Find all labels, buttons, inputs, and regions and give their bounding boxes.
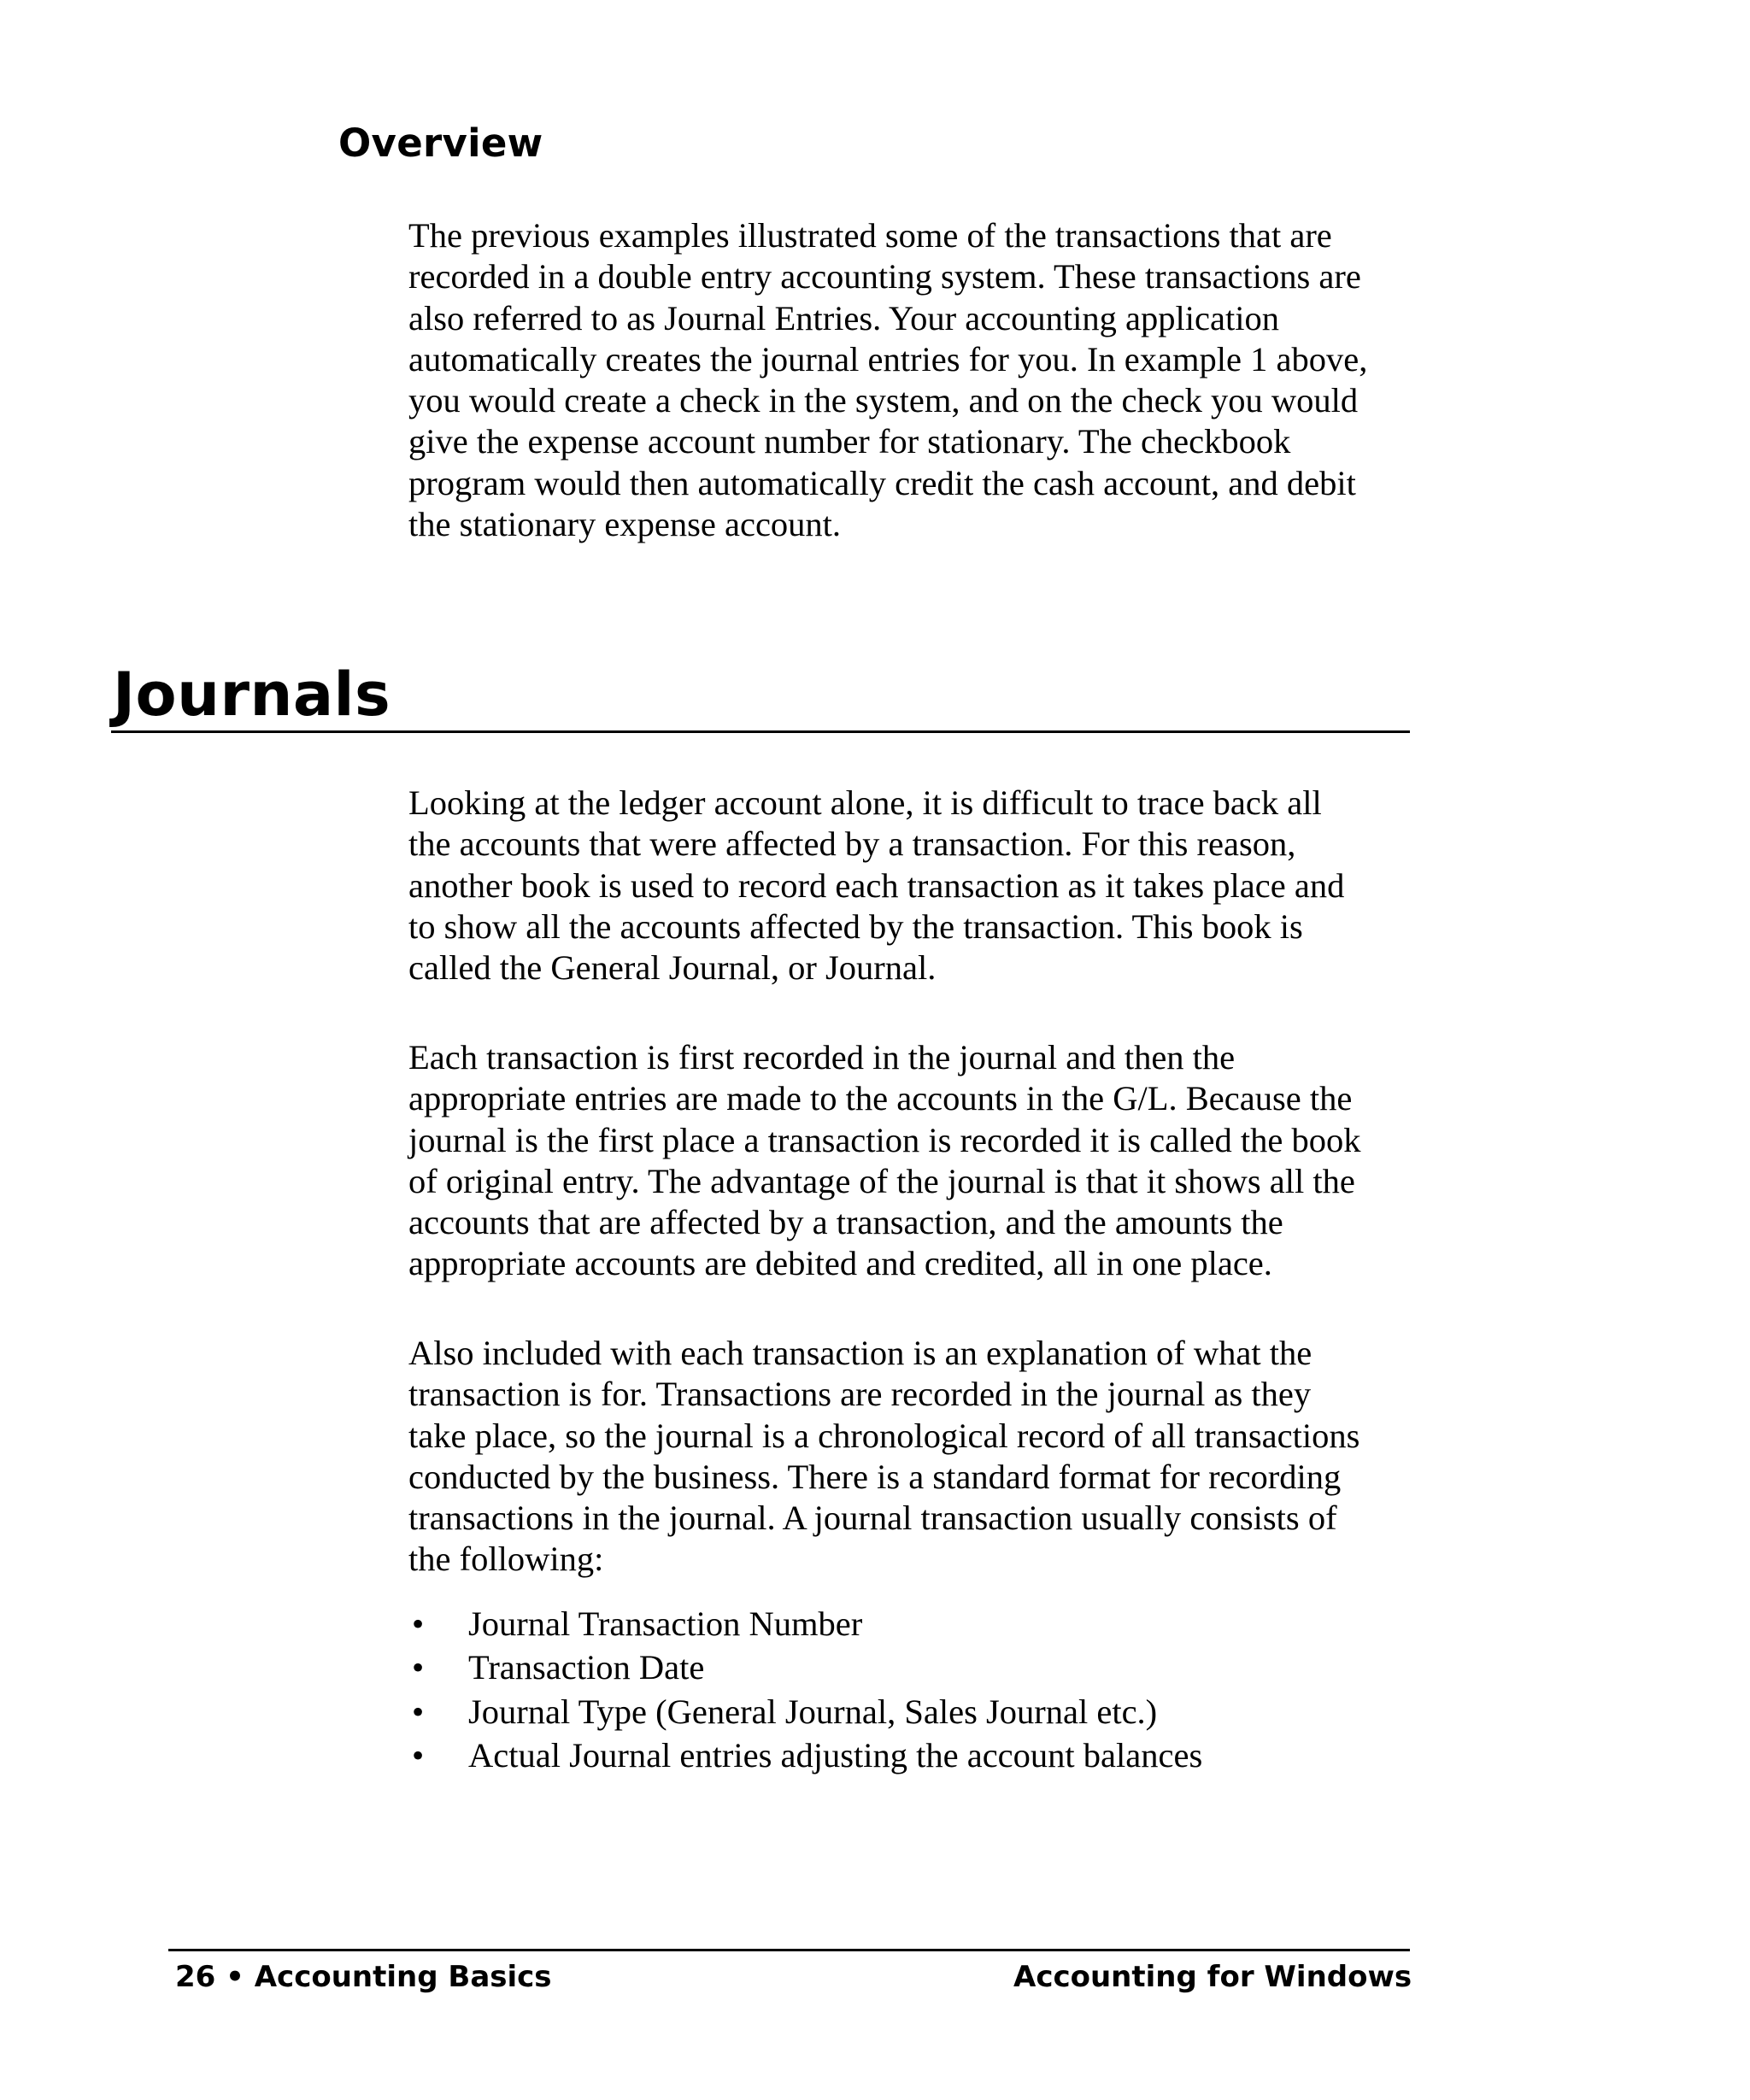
list-item-text: Journal Type (General Journal, Sales Journal etc.) xyxy=(468,1692,1158,1731)
paragraph-line: give the expense account number for stationary. The checkbook xyxy=(408,422,1291,461)
paragraph-line: transaction is for. Transactions are recorded in the journal as they xyxy=(408,1375,1312,1414)
bullet-icon: • xyxy=(412,1648,425,1687)
paragraph-line: transactions in the journal. A journal transaction usually consists of xyxy=(408,1499,1337,1538)
paragraph-line: you would create a check in the system, and on the check you would xyxy=(408,381,1359,420)
paragraph-line: The previous examples illustrated some of the transactions that are xyxy=(408,216,1332,255)
overview-paragraph xyxy=(408,215,1400,545)
journals-heading: Journals xyxy=(113,660,391,730)
list-item-text: Journal Transaction Number xyxy=(468,1604,863,1643)
paragraph-line: program would then automatically credit the cash account, and debit xyxy=(408,463,1356,502)
paragraph-line: automatically creates the journal entries for you. In example 1 above, xyxy=(408,339,1368,378)
list-item-text: Actual Journal entries adjusting the account balances xyxy=(468,1735,1203,1774)
paragraph-line: appropriate entries are made to the accounts in the G/L. Because the xyxy=(408,1079,1353,1118)
paragraph-line: another book is used to record each transaction as it takes place and xyxy=(408,865,1345,905)
paragraph-line: of original entry. The advantage of the journal is that it shows all the xyxy=(408,1161,1355,1200)
paragraph-line: journal is the first place a transaction is recorded it is called the book xyxy=(408,1120,1361,1159)
paragraph-line: the accounts that were affected by a transaction. For this reason, xyxy=(408,824,1296,864)
paragraph-line: Each transaction is first recorded in the journal and then the xyxy=(408,1038,1236,1076)
list-item-text: Transaction Date xyxy=(468,1648,705,1687)
paragraph-line: the following: xyxy=(408,1540,604,1579)
paragraph-line: also referred to as Journal Entries. Your accounting application xyxy=(408,298,1279,337)
list-item xyxy=(408,1690,1400,1733)
paragraph-line: to show all the accounts affected by the transaction. This book is xyxy=(408,906,1303,946)
journal-transaction-fields-list xyxy=(408,1602,1400,1777)
paragraph-line: conducted by the business. There is a standard format for recording xyxy=(408,1457,1342,1496)
list-item xyxy=(408,1645,1400,1689)
paragraph-line: called the General Journal, or Journal. xyxy=(408,948,937,988)
paragraph-line: Also included with each transaction is an explanation of what the xyxy=(408,1334,1312,1372)
bullet-icon: • xyxy=(412,1692,425,1731)
footer-book-title: Accounting for Windows xyxy=(1013,1960,1412,1994)
list-item xyxy=(408,1602,1400,1645)
paragraph-line: appropriate accounts are debited and credited, all in one place. xyxy=(408,1244,1272,1283)
journals-paragraph-2 xyxy=(408,1037,1400,1285)
footer-page-label: 26 • Accounting Basics xyxy=(175,1960,552,1994)
list-item xyxy=(408,1733,1400,1777)
journals-paragraph-1 xyxy=(408,783,1400,988)
paragraph-line: recorded in a double entry accounting system. These transactions are xyxy=(408,257,1361,296)
bullet-icon: • xyxy=(412,1735,425,1774)
bullet-icon: • xyxy=(412,1604,425,1643)
paragraph-line: Looking at the ledger account alone, it is difficult to trace back all xyxy=(408,783,1322,822)
overview-heading: Overview xyxy=(338,120,543,166)
footer-divider xyxy=(168,1949,1410,1951)
paragraph-line: the stationary expense account. xyxy=(408,505,842,544)
paragraph-line: accounts that are affected by a transaction, and the amounts the xyxy=(408,1203,1283,1242)
journals-paragraph-3 xyxy=(408,1333,1400,1581)
section-divider xyxy=(111,730,1410,733)
paragraph-line: take place, so the journal is a chronological record of all transactions xyxy=(408,1416,1360,1455)
